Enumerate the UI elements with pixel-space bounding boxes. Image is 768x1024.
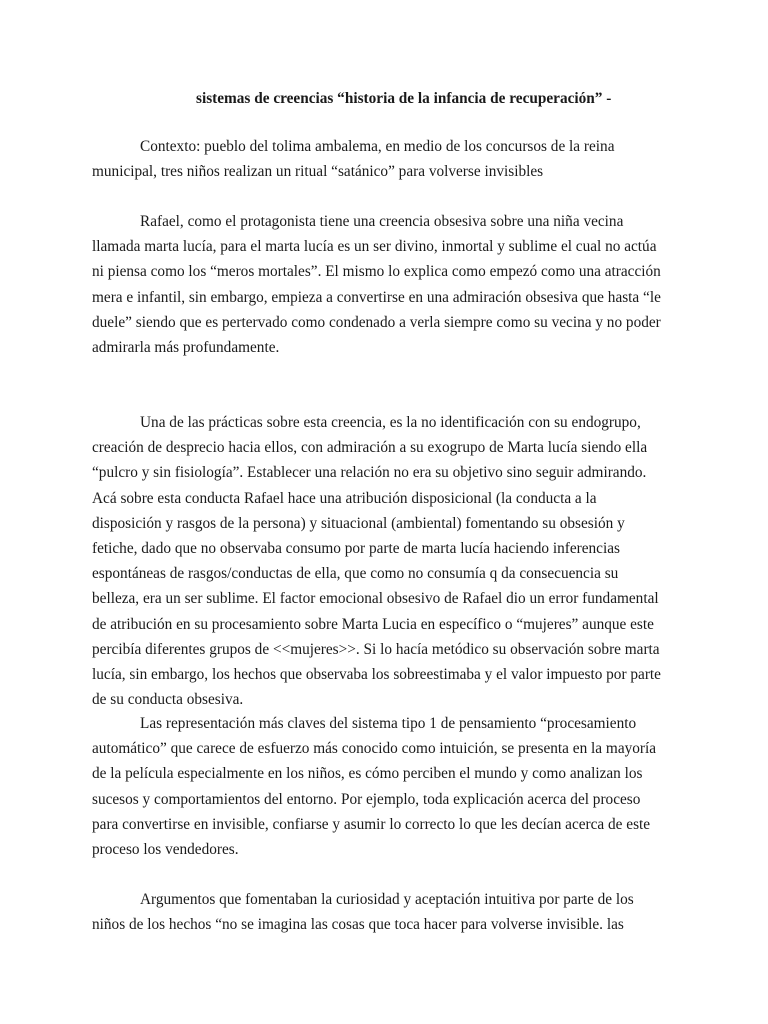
paragraph-line: espontáneas de rasgos/conductas de ella, que como no consumía q da consecuencia su — [92, 565, 619, 583]
paragraph-line: proceso los vendedores. — [92, 840, 239, 858]
paragraph-line: disposición y rasgos de la persona) y situacional (ambiental) fomentando su obsesión y — [92, 514, 625, 532]
paragraph-line: Las representación más claves del sistema tipo 1 de pensamiento “procesamiento — [140, 715, 637, 732]
paragraph-line: ni piensa como los “meros mortales”. El mismo lo explica como empezó como una atracción — [92, 263, 661, 281]
paragraph-line: “pulcro y sin fisiología”. Establecer una relación no era su objetivo sino seguir admirando. — [92, 464, 647, 482]
paragraph-line: de atribución en su procesamiento sobre Marta Lucia en específico o “mujeres” aunque este — [92, 615, 654, 633]
paragraph-line: lucía, sin embargo, los hechos que observaba los sobreestimaba y el valor impuesto por parte — [92, 665, 661, 683]
paragraph-line: Contexto: pueblo del tolima ambalema, en medio de los concursos de la reina — [140, 138, 615, 155]
paragraph-line: fetiche, dado que no observaba consumo por parte de marta lucía haciendo inferencias — [92, 539, 620, 557]
paragraph-line: niños de los hechos “no se imagina las cosas que toca hacer para volverse invisible. las — [92, 916, 624, 934]
paragraph-line: automático” que carece de esfuerzo más conocido como intuición, se presenta en la mayoría — [92, 740, 657, 758]
paragraph-argumentos — [92, 887, 676, 937]
paragraph-line: mera e infantil, sin embargo, empieza a convertirse en una admiración obsesiva que hasta “le — [92, 288, 661, 306]
paragraph-representacion — [92, 711, 676, 862]
paragraph-line: de la película especialmente en los niños, es cómo perciben el mundo y como analizan los — [92, 765, 643, 783]
paragraph-line: municipal, tres niños realizan un ritual “satánico” para volverse invisibles — [92, 163, 544, 181]
paragraph-line: llamada marta lucía, para el marta lucía es un ser divino, inmortal y sublime el cual no actúa — [92, 238, 657, 256]
paragraph-line: Argumentos que fomentaban la curiosidad y aceptación intuitiva por parte de los — [140, 891, 634, 908]
paragraph-line: Rafael, como el protagonista tiene una creencia obsesiva sobre una niña vecina — [140, 213, 624, 230]
paragraph-line: para convertirse en invisible, confiarse y asumir lo correcto lo que les decían acerca de este — [92, 815, 651, 833]
paragraph-line: belleza, era un ser sublime. El factor emocional obsesivo de Rafael dio un error fundamental — [92, 590, 659, 608]
paragraph-line: admirarla más profundamente. — [92, 338, 280, 356]
paragraph-context — [92, 134, 676, 184]
paragraph-rafael — [92, 209, 676, 360]
paragraph-practicas — [92, 410, 676, 712]
paragraph-line: Acá sobre esta conducta Rafael hace una atribución disposicional (la conducta a la — [92, 489, 597, 507]
paragraph-line: Una de las prácticas sobre esta creencia, es la no identificación con su endogrupo, — [140, 414, 641, 431]
paragraph-line: duele” siendo que es pertervado como condenado a verla siempre como su vecina y no poder — [92, 313, 661, 331]
document-title: sistemas de creencias “historia de la infancia de recuperación” - — [196, 90, 612, 107]
paragraph-line: creación de desprecio hacia ellos, con admiración a su exogrupo de Marta lucía siendo ella — [92, 439, 648, 457]
paragraph-line: percibía diferentes grupos de <<mujeres>>. Si lo hacía metódico su observación sobre marta — [92, 640, 660, 658]
paragraph-line: de su conducta obsesiva. — [92, 691, 244, 709]
paragraph-line: sucesos y comportamientos del entorno. Por ejemplo, toda explicación acerca del proceso — [92, 790, 641, 808]
